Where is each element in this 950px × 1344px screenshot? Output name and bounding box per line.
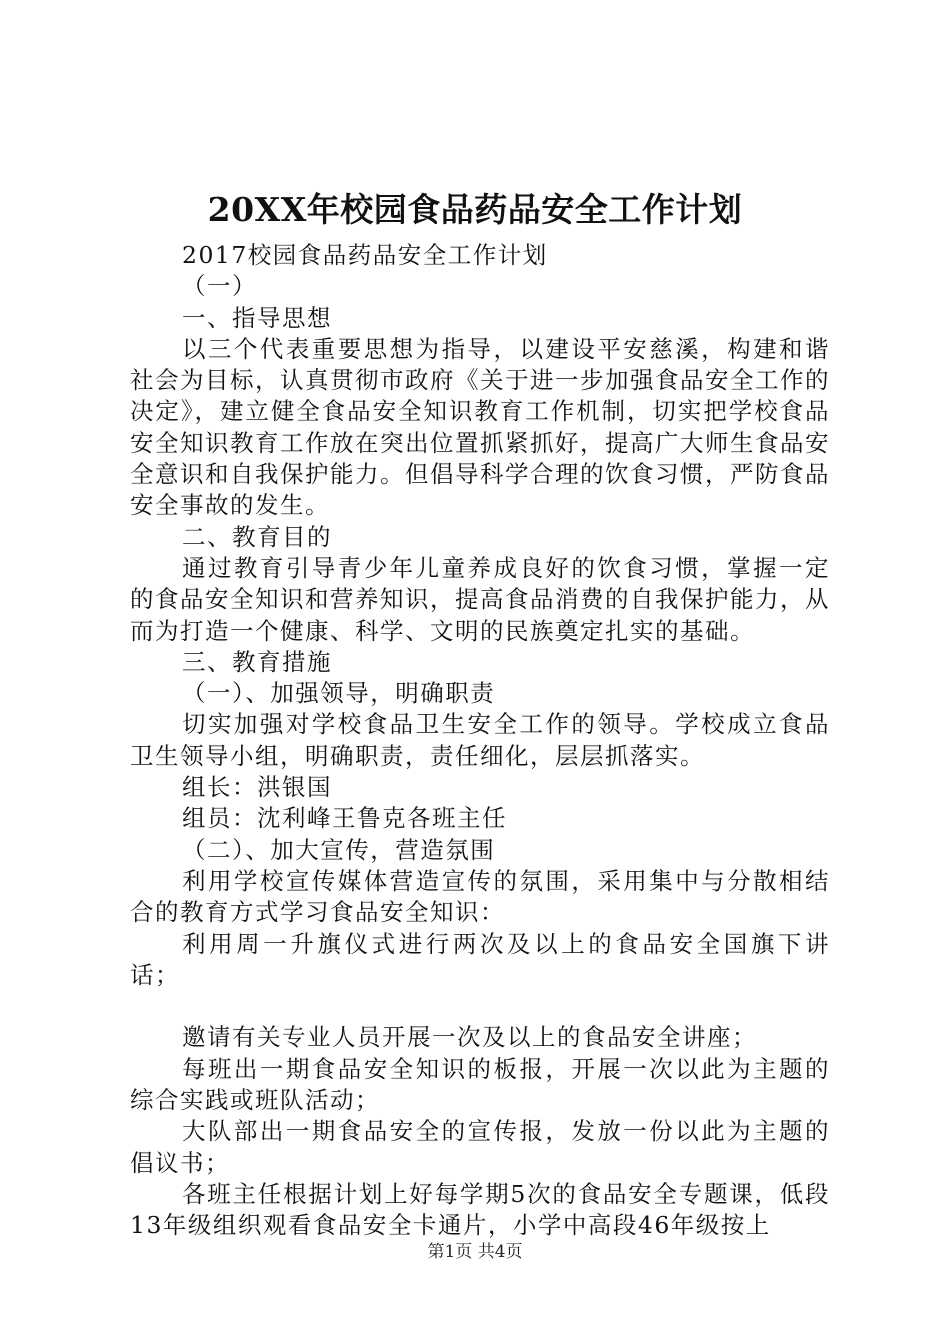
document-body bbox=[130, 240, 830, 1242]
paragraph-guiding-thought: 以三个代表重要思想为指导，以建设平安慈溪，构建和谐社会为目标，认真贯彻市政府《关于进一步加强食品安全工作的决定》，建立健全食品安全知识教育工作机制，切实把学校食品安全知识教育工作放在突出位置抓紧抓好，提高广大师生食品安全意识和自我保护能力。但倡导科学合理的饮食习惯，严防食品安全事故的发生。 bbox=[130, 334, 830, 520]
heading-education-measures: 三、教育措施 bbox=[182, 647, 332, 676]
subheading-publicity: （二）、加大宣传，营造氛围 bbox=[182, 835, 496, 864]
list-item-class-teachers: 各班主任根据计划上好每学期5次的食品安全专题课，低段13年级组织观看食品安全卡通片，小学中高段46年级按上 bbox=[130, 1179, 830, 1240]
section-marker: （一） bbox=[182, 272, 257, 301]
paragraph-publicity: 利用学校宣传媒体营造宣传的氛围，采用集中与分散相结合的教育方式学习食品安全知识： bbox=[130, 866, 830, 927]
paragraph-leadership: 切实加强对学校食品卫生安全工作的领导。学校成立食品卫生领导小组，明确职责，责任细化，层层抓落实。 bbox=[130, 710, 830, 770]
heading-guiding-thought: 一、指导思想 bbox=[182, 303, 332, 332]
blank-line bbox=[130, 991, 830, 1022]
list-item-flag-ceremony: 利用周一升旗仪式进行两次及以上的食品安全国旗下讲话； bbox=[130, 929, 830, 989]
paragraph-education-goal: 通过教育引导青少年儿童养成良好的饮食习惯，掌握一定的食品安全知识和营养知识，提高食品消费的自我保护能力，从而为打造一个健康、科学、文明的民族奠定扎实的基础。 bbox=[130, 553, 830, 645]
heading-education-goal: 二、教育目的 bbox=[182, 522, 332, 551]
page-footer: 第1页 共4页 bbox=[427, 1242, 523, 1262]
list-item-brigade: 大队部出一期食品安全的宣传报，发放一份以此为主题的倡议书； bbox=[130, 1117, 830, 1177]
list-item-lecture: 邀请有关专业人员开展一次及以上的食品安全讲座； bbox=[182, 1023, 757, 1052]
subheading-leadership: （一）、加强领导，明确职责 bbox=[182, 679, 496, 708]
list-item-blackboard: 每班出一期食品安全知识的板报，开展一次以此为主题的综合实践或班队活动； bbox=[130, 1054, 830, 1115]
document-title: 20XX年校园食品药品安全工作计划 bbox=[207, 190, 743, 229]
team-leader-line: 组长：洪银国 bbox=[182, 773, 332, 802]
subtitle-paragraph: 2017校园食品药品安全工作计划 bbox=[182, 241, 548, 269]
team-members-line: 组员：沈利峰王鲁克各班主任 bbox=[182, 804, 507, 833]
